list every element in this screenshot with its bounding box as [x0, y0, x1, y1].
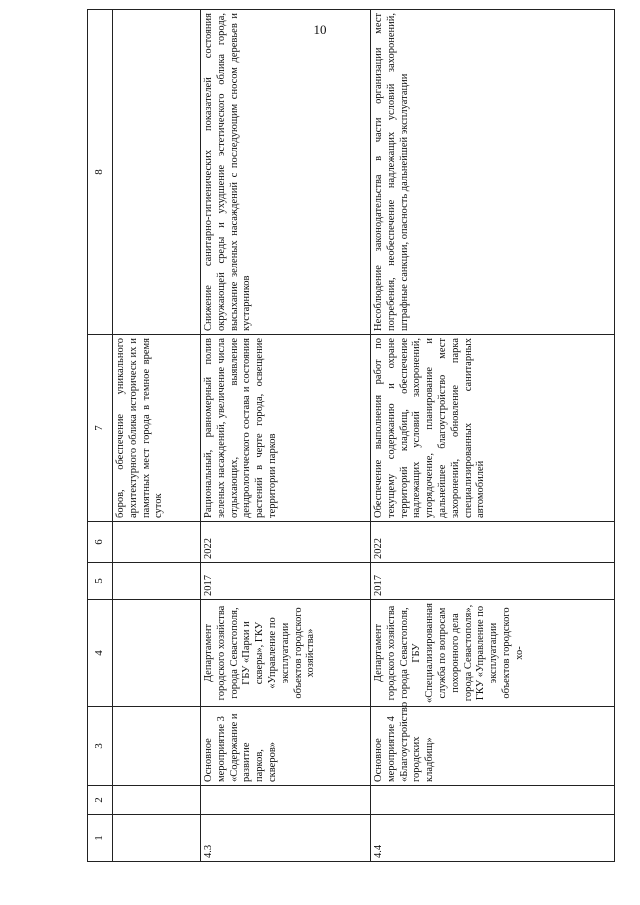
- header-col-6: 6: [88, 522, 113, 563]
- program-table: [87, 9, 615, 862]
- continuation-result: боров, обеспечение уникального архитектурного облика историческ их и памятных мест города в темное время суток: [113, 335, 201, 522]
- header-col-5: 5: [88, 563, 113, 600]
- row-result: Рациональный, равномерный полив зеленых насаждений, увеличение числа отдыхающих, выявление дендрологического состава и состояния растений в черте города, освещение территории парков: [201, 335, 371, 522]
- row-consequences: Снижение санитарно-гигиенических показателей состояния окружающей среды и ухудшение эстетического облика города, высыхание зеленых насаждений с последующим сносом деревьев и кустарников: [201, 10, 371, 335]
- header-col-8: 8: [88, 10, 113, 335]
- continuation-consequences: [113, 10, 201, 335]
- page-number: 10: [313, 22, 327, 37]
- row-col-2: [371, 786, 615, 815]
- row-executor: Департамент городского хозяйства города Севастополя, ГБУ «Специализированная служба по вопросам похоронного дела города Севастополя», ГКУ «Управление по эксплуатации объектов городского хо-: [371, 600, 615, 707]
- row-event: Основное мероприятие 3 «Содержание и развитие парков, скверов»: [201, 707, 371, 786]
- header-col-4: 4: [88, 600, 113, 707]
- row-start-year: 2017: [201, 563, 371, 600]
- row-end-year: 2022: [371, 522, 615, 563]
- table-row: [371, 10, 615, 862]
- row-consequences: Несоблюдение законодательства в части организации мест погребения, необеспечение надлежащих условий захоронений, штрафные санкции, опасность дальнейшей эксплуатации: [371, 10, 615, 335]
- header-col-3: 3: [88, 707, 113, 786]
- row-number: 4.3: [201, 815, 371, 862]
- row-start-year: 2017: [371, 563, 615, 600]
- header-col-7: 7: [88, 335, 113, 522]
- row-number: 4.4: [371, 815, 615, 862]
- header-row: [88, 10, 113, 862]
- row-result: Обеспечение выполнения работ по текущему содержанию и охране территорий кладбищ, обеспечение надлежащих условий захоронений, упорядочение, планирование и дальнейшее благоустройство мест захоронений, обновление парка специализированных санитарных автомобилей: [371, 335, 615, 522]
- row-executor: Департамент городского хозяйства города Севастополя, ГБУ «Парки и скверы», ГКУ «Управление по эксплуатации объектов городского хозяйства»: [201, 600, 371, 707]
- header-col-1: 1: [88, 815, 113, 862]
- row-col-2: [201, 786, 371, 815]
- row-event: Основное мероприятие 4 «Благоустройство городских кладбищ»: [371, 707, 615, 786]
- table-row: [201, 10, 371, 862]
- row-end-year: 2022: [201, 522, 371, 563]
- header-col-2: 2: [88, 786, 113, 815]
- continuation-row: [113, 10, 201, 862]
